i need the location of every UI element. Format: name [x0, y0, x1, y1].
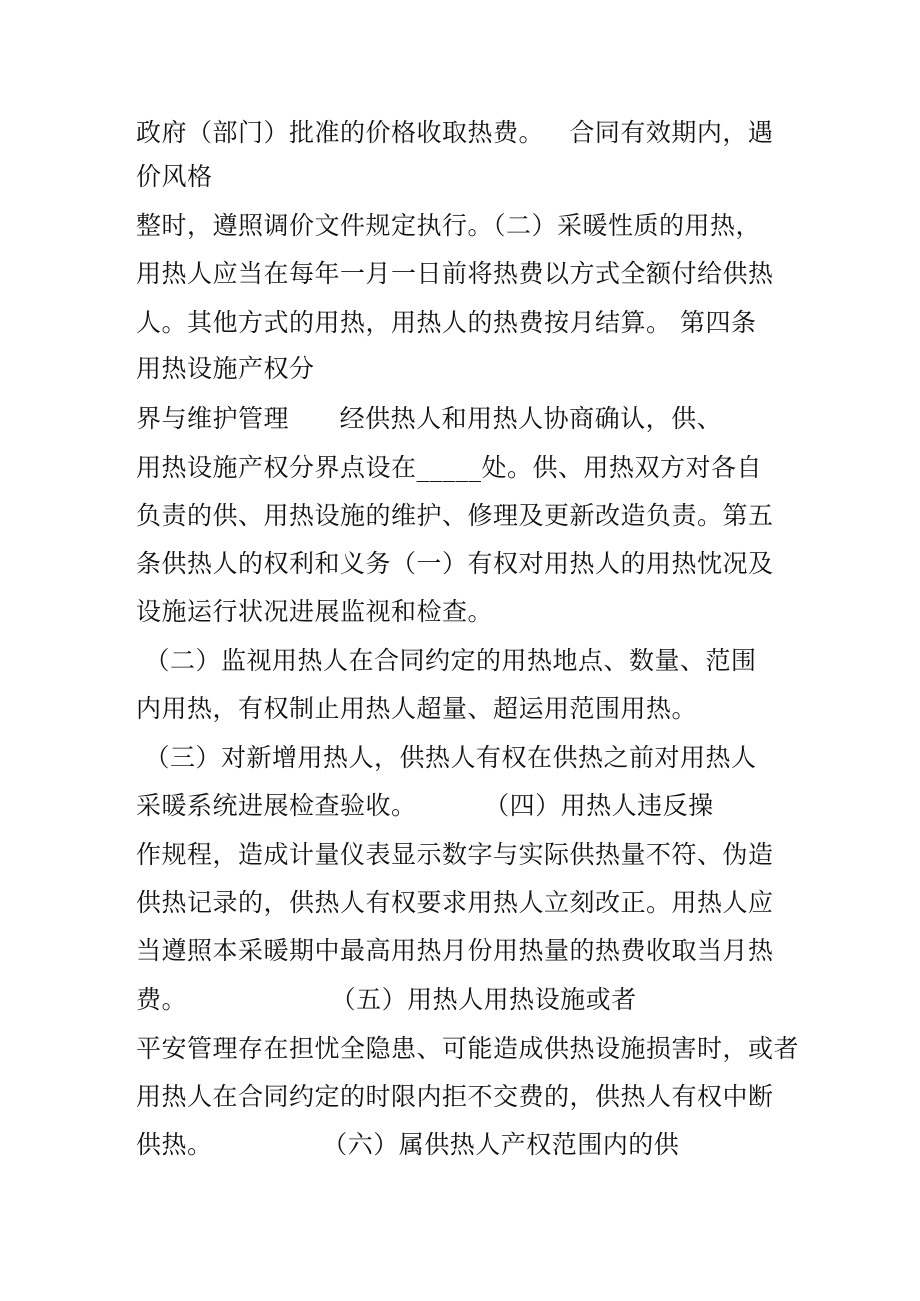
text-line: （二）监视用热人在合同约定的用热地点、数量、范围	[136, 646, 757, 675]
text-line: 设施运行状况进展监视和检查。	[136, 597, 494, 626]
text-line: 用热人在合同约定的时限内拒不交费的，供热人有权中断	[136, 1082, 774, 1111]
text-line: 界与维护管理 经供热人和用热人协商确认，供、	[136, 404, 723, 433]
text-line: 政府（部门）批准的价格收取热费。 合同有效期内，遇	[136, 118, 774, 147]
text-line: 负责的供、用热设施的维护、修理及更新改造负责。第五	[136, 501, 774, 530]
text-line: 条供热人的权利和义务（一）有权对用热人的用热忱况及	[136, 549, 774, 578]
text-line: 用热设施产权分界点设在_____处。供、用热双方对各自	[136, 453, 763, 482]
text-line: 平安管理存在担忧全隐患、可能造成供热设施损害时，或者	[136, 1034, 800, 1063]
text-line: 供热记录的，供热人有权要求用热人立刻改正。用热人应	[136, 888, 774, 917]
text-line: 采暖系统进展检查验收。 （四）用热人违反操	[136, 791, 714, 820]
text-line: （三）对新增用热人，供热人有权在供热之前对用热人	[136, 743, 757, 772]
text-line: 当遵照本采暖期中最高用热月份用热量的热费收取当月热	[136, 936, 774, 965]
text-line: 费。 （五）用热人用热设施或者	[136, 985, 637, 1014]
text-line: 人。其他方式的用热，用热人的热费按月结算。 第四条	[136, 308, 757, 337]
text-line: 用热人应当在每年一月一日前将热费以方式全额付给供热	[136, 259, 774, 288]
text-line: 作规程，造成计量仪表显示数字与实际供热量不符、伪造	[136, 840, 774, 869]
text-line: 用热设施产权分	[136, 354, 315, 383]
text-line: 整时，遵照调价文件规定执行。（二）采暖性质的用热，	[136, 211, 762, 240]
text-line: 内用热，有权制止用热人超量、超运用范围用热。	[136, 694, 698, 723]
text-line: 供热。 （六）属供热人产权范围内的供	[136, 1130, 680, 1159]
text-line: 价风格	[136, 162, 213, 191]
